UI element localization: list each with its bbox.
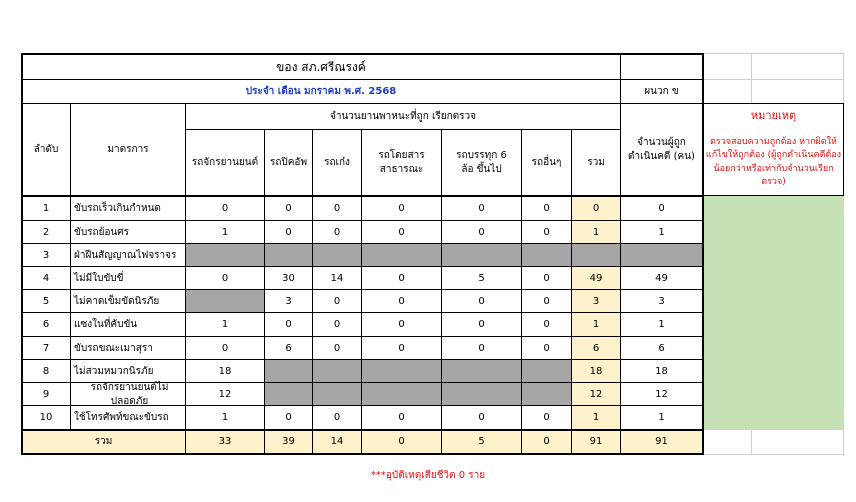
row-cell: 0 (398, 318, 405, 330)
row-cell: 0 (221, 272, 229, 284)
row-cell: 0 (543, 295, 550, 307)
row-cell (186, 244, 264, 267)
remark-text: ตรวจสอบความถูกต้อง หากผิดให้แก้ไขให้ถูกต้อง (ผู้ถูกดำเนินคดีต้องน้อยกว่าหรือเท่ากับจำนวนเรียกตรวจ) (705, 137, 842, 187)
row-cell: 3 (592, 295, 600, 307)
col-prosecuted-header: จำนวนผู้ถูก ดำเนินคดี (คน) (628, 137, 695, 162)
col-bus-header: รถโดยสาร สาธารณะ (378, 150, 425, 175)
row-cell: 0 (333, 295, 341, 307)
row-number: 5 (42, 295, 50, 307)
row-cell: 0 (543, 411, 550, 423)
row-cell: 1 (592, 226, 600, 238)
row-cell: 49 (589, 272, 603, 284)
row-cell: 0 (285, 411, 292, 423)
row-cell: 0 (333, 318, 341, 330)
col-other-header: รถอื่นๆ (531, 156, 562, 168)
col-order-header: ลำดับ (33, 143, 59, 155)
total-cell: 33 (218, 436, 232, 448)
row-cell: 12 (589, 388, 603, 400)
row-measure: รถจักรยานยนต์ไม่ปลอดภัย (90, 382, 169, 407)
row-cell: 0 (221, 342, 229, 354)
row-cell (442, 383, 521, 406)
row-number: 1 (42, 202, 50, 214)
row-cell: 0 (543, 272, 550, 284)
total-cell: 5 (478, 436, 485, 448)
row-prosecuted: 1 (658, 411, 665, 423)
total-cell: 0 (543, 436, 550, 448)
total-prosecuted: 91 (655, 436, 668, 448)
row-cell: 0 (221, 202, 229, 214)
row-cell (522, 383, 571, 406)
row-cell: 1 (592, 411, 600, 423)
row-cell (265, 360, 312, 383)
row-cell: 0 (398, 202, 405, 214)
row-cell (313, 383, 361, 406)
total-cell: 14 (330, 436, 344, 448)
row-measure: ไม่มีใบขับขี่ (74, 272, 124, 284)
row-number: 6 (42, 318, 50, 330)
row-prosecuted: 6 (658, 342, 665, 354)
total-cell: 91 (589, 436, 603, 448)
row-cell: 0 (285, 202, 292, 214)
col-measure-header: มาตรการ (107, 143, 149, 155)
row-cell: 0 (478, 411, 485, 423)
row-cell: 5 (478, 272, 485, 284)
row-cell: 0 (398, 226, 405, 238)
row-cell: 0 (543, 202, 550, 214)
accident-footnote: ***อุบัติเหตุเสียชีวิต 0 ราย (370, 470, 486, 482)
form-code: ผนวก ข (644, 85, 679, 97)
col-sum-header: รวม (587, 156, 605, 168)
row-measure: ขับรถย้อนศร (74, 226, 130, 238)
row-cell (362, 383, 441, 406)
row-cell (313, 360, 361, 383)
row-cell: 0 (478, 226, 485, 238)
row-cell (522, 244, 571, 267)
vehicle-group-header: จำนวนยานพาหนะที่ถูก เรียกตรวจ (329, 110, 476, 122)
row-cell: 3 (285, 295, 292, 307)
row-cell: 0 (398, 342, 405, 354)
row-number: 4 (42, 272, 50, 284)
row-cell: 0 (478, 202, 485, 214)
col-motorcycle-header: รถจักรยานยนต์ (191, 156, 259, 168)
row-measure: ฝ่าฝืนสัญญาณไฟจราจร (74, 249, 177, 261)
row-cell: 0 (285, 226, 292, 238)
row-cell (572, 244, 620, 267)
row-cell: 0 (592, 202, 600, 214)
row-cell: 0 (478, 318, 485, 330)
row-number: 8 (42, 365, 50, 377)
row-cell: 0 (285, 318, 292, 330)
report-period: ประจำ เดือน มกราคม พ.ศ. 2568 (245, 85, 397, 97)
row-measure: ขับรถขณะเมาสุรา (74, 342, 153, 354)
row-prosecuted: 49 (655, 272, 668, 284)
row-cell: 1 (221, 411, 229, 423)
col-sedan-header: รถเก๋ง (324, 156, 350, 168)
row-cell: 0 (398, 295, 405, 307)
row-cell: 18 (589, 365, 603, 377)
row-cell: 14 (330, 272, 344, 284)
row-measure: ไม่คาดเข็มขัดนิรภัย (74, 295, 160, 307)
row-measure: ใช้โทรศัพท์ขณะขับรถ (74, 411, 169, 423)
row-prosecuted (621, 244, 702, 267)
total-cell: 39 (282, 436, 295, 448)
row-cell: 0 (333, 411, 341, 423)
row-prosecuted: 0 (658, 202, 665, 214)
row-cell: 0 (543, 318, 550, 330)
row-cell: 0 (398, 411, 405, 423)
row-cell (442, 244, 521, 267)
row-number: 10 (39, 411, 53, 423)
row-cell (265, 244, 312, 267)
row-cell: 30 (282, 272, 295, 284)
row-cell: 0 (333, 226, 341, 238)
total-cell: 0 (398, 436, 405, 448)
row-cell: 12 (218, 388, 232, 400)
row-prosecuted: 1 (658, 226, 665, 238)
remark-fill (703, 196, 843, 430)
col-truck-header: รถบรรทุก 6 ล้อ ขึ้นไป (456, 150, 507, 175)
station-title: ของ สภ.ศรีณรงค์ (276, 59, 366, 74)
row-cell: 1 (221, 226, 229, 238)
row-cell: 0 (543, 226, 550, 238)
row-number: 3 (42, 249, 50, 261)
row-cell: 0 (333, 342, 341, 354)
row-cell: 1 (592, 318, 600, 330)
row-number: 9 (42, 388, 50, 400)
row-cell (186, 290, 264, 313)
row-number: 2 (42, 226, 50, 238)
row-cell: 0 (543, 342, 550, 354)
row-prosecuted: 18 (655, 365, 668, 377)
row-cell: 1 (221, 318, 229, 330)
row-measure: แซงในที่คับขัน (74, 318, 138, 330)
row-cell (313, 244, 361, 267)
row-cell: 18 (218, 365, 232, 377)
row-cell: 6 (285, 342, 292, 354)
row-measure: ขับรถเร็วเกินกำหนด (74, 202, 161, 214)
row-cell: 6 (592, 342, 600, 354)
row-cell: 0 (333, 202, 341, 214)
row-number: 7 (42, 342, 50, 354)
row-cell (362, 244, 441, 267)
totals-label: รวม (94, 436, 113, 448)
row-cell: 0 (478, 295, 485, 307)
row-cell: 0 (478, 342, 485, 354)
row-cell (522, 360, 571, 383)
row-cell: 0 (398, 272, 405, 284)
col-pickup-header: รถปิคอัพ (269, 156, 308, 168)
row-prosecuted: 3 (658, 295, 665, 307)
remark-title: หมายเหตุ (750, 109, 797, 123)
row-prosecuted: 1 (658, 318, 665, 330)
row-cell (362, 360, 441, 383)
row-cell (442, 360, 521, 383)
row-prosecuted: 12 (655, 388, 668, 400)
row-measure: ไม่สวมหมวกนิรภัย (74, 365, 154, 377)
row-cell (265, 383, 312, 406)
